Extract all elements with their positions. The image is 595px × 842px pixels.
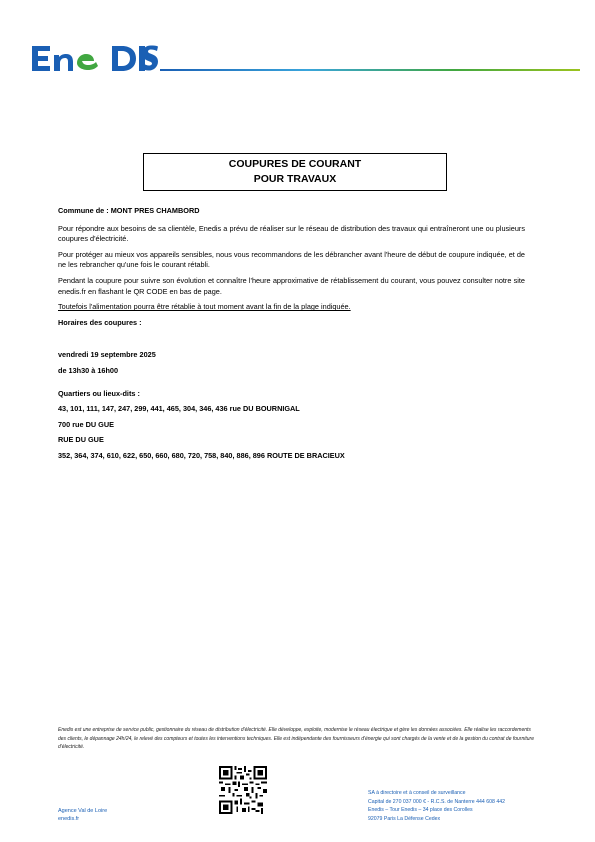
location-item: RUE DU GUE (58, 435, 104, 445)
commune: Commune de : MONT PRES CHAMBORD (58, 206, 200, 215)
paragraph-restore: Toutefois l'alimentation pourra être rétablie à tout moment avant la fin de la plage indiquée. (58, 302, 351, 312)
agency-block (58, 807, 107, 823)
footer-note: Enedis est une entreprise de service public, gestionnaire du réseau de distribution d'électricité. Elle développe, exploite, modernise le réseau électrique et gère les données associées. Elle réalise les raccordements des clients, le dépannage 24h/24, le relevé des compteurs et toutes les interventions techniques. Elle est indépendante des fournisseurs d'énergie qui sont chargés de la vente et de la gestion du contrat de fourniture d'électricité. (58, 727, 534, 750)
qr-code[interactable] (219, 766, 267, 814)
legal-line: SA à directoire et à conseil de surveillance (368, 790, 466, 796)
notice-content (58, 206, 525, 467)
title-line2: POUR TRAVAUX (253, 173, 337, 185)
agency-name: Agence Val de Loire (58, 808, 108, 814)
legal-block (368, 789, 505, 823)
legal-line: Capital de 270 037 000 € - R.C.S. de Nanterre 444 608 442 (368, 798, 505, 805)
locations-label: Quartiers ou lieux-dits : (58, 388, 140, 398)
paragraph-follow: Pendant la coupure pour suivre son évolution et connaître l'heure approximative de rétablissement du courant, vous pouvez consulter notre site enedis.fr en flashant le QR CODE en bas de page. (58, 275, 525, 296)
schedule-time: de 13h30 à 16h00 (58, 365, 119, 375)
title-box (143, 153, 447, 191)
paragraph-intro: Pour répondre aux besoins de sa clientèle, Enedis a prévu de réaliser sur le réseau de distribution des travaux qui entraîneront une ou plusieurs coupures d'électricité. (58, 223, 525, 244)
title-line1: COUPURES DE COURANT (228, 158, 362, 170)
location-item: 43, 101, 111, 147, 247, 299, 441, 465, 304, 346, 436 rue DU BOURNIGAL (58, 404, 300, 414)
website-link[interactable]: enedis.fr (58, 816, 80, 822)
brand-gradient-line (160, 69, 580, 71)
location-item: 352, 364, 374, 610, 622, 650, 660, 680, 720, 758, 840, 886, 896 ROUTE DE BRACIEUX (58, 450, 345, 460)
enedis-logo (30, 38, 160, 78)
schedule-date: vendredi 19 septembre 2025 (58, 350, 156, 360)
legal-line: Enedis – Tour Enedis – 34 place des Corolles (368, 807, 473, 814)
schedule-label: Horaires des coupures : (58, 317, 142, 327)
legal-line: 92079 Paris La Défense Cedex (368, 815, 441, 822)
location-item: 700 rue DU GUE (58, 419, 114, 429)
paragraph-protect: Pour protéger au mieux vos appareils sensibles, nous vous recommandons de les débrancher avant l'heure de début de coupure indiquée, et de ne les rebrancher qu'une fois le courant rétabli. (58, 249, 525, 270)
